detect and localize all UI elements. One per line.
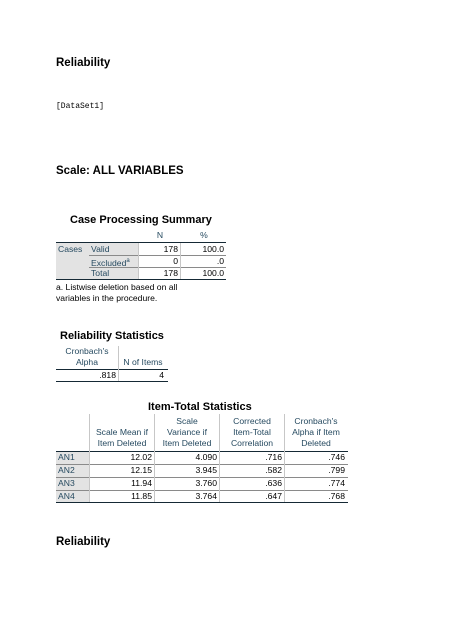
footnote-marker: a — [126, 258, 130, 264]
scale-heading: Scale: ALL VARIABLES — [56, 165, 184, 177]
cell-excluded-pct: .0 — [216, 256, 224, 266]
table-bottom-rule — [56, 502, 348, 503]
cell-alpha-value: .818 — [99, 370, 116, 380]
cell-an2-alpha: .799 — [328, 465, 345, 475]
cell-total-pct: 100.0 — [202, 268, 224, 278]
group-label-cases: Cases — [58, 244, 83, 254]
cell-an4-corr: .647 — [265, 491, 282, 501]
row-label-an3: AN3 — [58, 478, 75, 488]
col-header-pct: % — [200, 230, 208, 240]
cell-an1-alpha: .746 — [328, 452, 345, 462]
reliability-stats-title: Reliability Statistics — [60, 330, 164, 342]
cell-excluded-n: 0 — [173, 256, 178, 266]
case-processing-title: Case Processing Summary — [70, 214, 212, 226]
section-title-reliability-2: Reliability — [56, 536, 111, 548]
cell-total-n: 178 — [163, 268, 178, 278]
cell-an2-mean: 12.15 — [130, 465, 152, 475]
section-title-reliability: Reliability — [56, 57, 111, 69]
table-bottom-rule — [56, 381, 168, 382]
cell-an2-corr: .582 — [265, 465, 282, 475]
col-header-var-1: Scale — [176, 416, 198, 426]
col-divider — [89, 414, 90, 502]
cell-n-items-value: 4 — [159, 370, 164, 380]
col-header-alpha-del-3: Deleted — [301, 438, 331, 448]
cell-an3-corr: .636 — [265, 478, 282, 488]
cell-an1-corr: .716 — [265, 452, 282, 462]
cell-an1-var: 4.090 — [195, 452, 217, 462]
cell-an1-mean: 12.02 — [130, 452, 152, 462]
cell-an4-alpha: .768 — [328, 491, 345, 501]
cell-valid-pct: 100.0 — [202, 244, 224, 254]
col-header-mean-2: Item Deleted — [97, 438, 147, 448]
col-divider — [219, 414, 220, 502]
cell-an3-alpha: .774 — [328, 478, 345, 488]
col-header-corr-1: Corrected — [233, 416, 271, 426]
table-bottom-rule — [56, 279, 226, 280]
excluded-text: Excluded — [91, 257, 127, 268]
footnote-line-2: variables in the procedure. — [56, 293, 158, 303]
col-divider — [154, 414, 155, 502]
item-total-title: Item-Total Statistics — [148, 401, 252, 413]
row-label-an4: AN4 — [58, 491, 75, 501]
cell-valid-n: 178 — [163, 244, 178, 254]
dataset-label: [DataSet1] — [56, 102, 105, 111]
cell-an4-mean: 11.85 — [131, 491, 152, 501]
col-header-alpha-1: Cronbach's — [65, 346, 109, 356]
row-label-an1: AN1 — [58, 452, 75, 462]
col-header-var-2: Variance if — [167, 427, 207, 437]
cell-an3-mean: 11.94 — [131, 478, 152, 488]
col-header-n: N — [156, 230, 164, 240]
col-divider — [180, 243, 181, 279]
cell-an4-var: 3.764 — [195, 491, 217, 501]
col-header-alpha-del-2: Alpha if Item — [292, 427, 340, 437]
row-label-valid: Valid — [91, 244, 110, 254]
col-header-var-3: Item Deleted — [162, 438, 212, 448]
col-header-alpha-2: Alpha — [76, 357, 98, 367]
col-header-corr-2: Item-Total — [233, 427, 271, 437]
col-header-n-items: N of Items — [123, 357, 163, 367]
col-divider — [118, 346, 119, 381]
footnote-line-1: a. Listwise deletion based on all — [56, 282, 178, 292]
row-label-total: Total — [91, 268, 110, 278]
col-header-alpha-del-1: Cronbach's — [294, 416, 338, 426]
cell-an3-var: 3.760 — [195, 478, 217, 488]
row-label-an2: AN2 — [58, 465, 75, 475]
col-divider — [138, 243, 139, 279]
col-header-corr-3: Correlation — [230, 438, 274, 448]
cell-an2-var: 3.945 — [195, 465, 217, 475]
col-header-mean-1: Scale Mean if — [95, 427, 149, 437]
col-divider — [284, 414, 285, 502]
